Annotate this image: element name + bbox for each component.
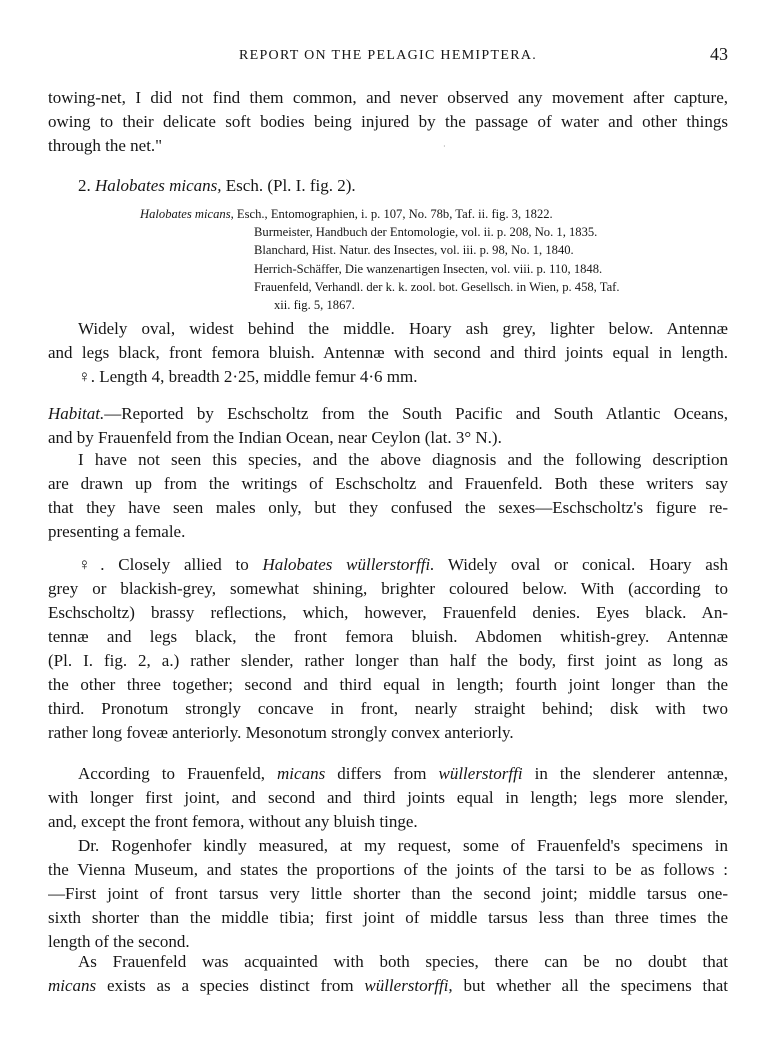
text-line [48,762,728,786]
text-line [48,402,728,426]
species-name: wüllerstorffi, [364,976,453,995]
text-run: differs from [325,764,439,783]
text-line: I have not seen this species, and the above diagnosis and the following description [78,450,728,469]
synonym-name: Halobates micans, [140,207,234,221]
text-line: (Pl. I. fig. 2, a.) rather slender, rather longer than half the body, first joint as long as [48,651,728,670]
species-number: 2. [78,176,91,195]
synonymy-line: Blanchard, Hist. Natur. des Insectes, vol. iii. p. 98, No. 1, 1840. [254,243,574,258]
running-title: REPORT ON THE PELAGIC HEMIPTERA. [238,48,538,63]
species-heading [48,174,728,198]
text-line: sixth shorter than the middle tibia; first joint of middle tarsus less than three times the [48,908,728,927]
paragraph-rogenhofer [48,834,728,954]
text-line [48,553,728,577]
species-heading-line [48,174,728,198]
female-measurements: ♀. Length 4, breadth 2·25, middle femur 4·6 mm. [78,367,418,386]
diagnosis [48,317,728,389]
text-run: According to Frauenfeld, [78,764,278,783]
text-line: —First joint of front tarsus very little shorter than the second joint; middle tarsus one- [48,884,728,903]
habitat [48,402,728,450]
text-line: the Vienna Museum, and states the proportions of the joints of the tarsi to be as follows : [48,860,728,879]
text-line: with longer first joint, and second and third joints equal in length; legs more slender, [48,788,728,807]
text-line: length of the second. [48,932,190,951]
species-name: Halobates micans, [95,176,222,195]
synonym-reference: Esch., Entomographien, i. p. 107, No. 78b, Taf. ii. fig. 3, 1822. [233,207,553,221]
text-line: towing-net, I did not find them common, and never observed any movement after capture, [48,88,728,107]
text-line: rather long foveæ anteriorly. Mesonotum strongly convex anteriorly. [48,723,514,742]
text-line: are drawn up from the writings of Eschscholtz and Frauenfeld. Both these writers say [48,474,728,493]
synonymy-line: Herrich-Schäffer, Die wanzenartigen Insecten, vol. viii. p. 110, 1848. [254,261,603,276]
habitat-label: Habitat. [48,404,105,423]
text-run: but whether all the specimens that [452,976,728,995]
synonymy-list [140,205,728,314]
text-line: tennæ and legs black, the front femora bluish. Abdomen whitish-grey. Antennæ [48,627,728,646]
paragraph-final [48,950,728,998]
paragraph-opening [48,86,728,158]
synonymy-line: Frauenfeld, Verhandl. der k. k. zool. bot. Gesellsch. in Wien, p. 458, Taf. [254,279,620,294]
speck: · [443,142,446,151]
text-line: the other three together; second and third equal in length; fourth joint longer than the [48,675,728,694]
text-line: and by Frauenfeld from the Indian Ocean, near Ceylon (lat. 3° N.). [48,428,502,447]
text-line: through the net." [48,136,163,155]
species-name: micans [48,976,97,995]
text-line: and legs black, front femora bluish. Antennæ with second and third joints equal in length. [48,343,728,362]
description [48,553,728,745]
habitat-text: —Reported by Eschscholtz from the South Pacific and South Atlantic Oceans, [104,404,728,423]
paragraph-frauenfeld [48,762,728,834]
synonymy-line [140,205,728,223]
text-line: Widely oval, widest behind the middle. Hoary ash grey, lighter below. Antennæ [78,319,728,338]
text-line: presenting a female. [48,522,186,541]
synonymy-line: xii. fig. 5, 1867. [274,297,355,312]
paragraph-not-seen [48,448,728,544]
species-reference: Esch. (Pl. I. fig. 2). [221,176,356,195]
synonymy-line: Burmeister, Handbuch der Entomologie, vol. ii. p. 208, No. 1, 1835. [254,225,598,240]
text-line: that they have seen males only, but they confused the sexes—Eschscholtz's figure re- [48,498,728,517]
text-run: ♀. Closely allied to [78,555,263,574]
page-header [48,44,728,68]
species-name: micans [277,764,326,783]
text-line: grey or blackish-grey, somewhat shining, brighter coloured below. With (according to [48,579,728,598]
text-run: Widely oval or conical. Hoary ash [434,555,728,574]
page-number: 43 [710,44,728,64]
text-line: and, except the front femora, without any bluish tinge. [48,812,418,831]
species-name: Halobates wüllerstorffi. [262,555,435,574]
text-run: exists as a species distinct from [96,976,365,995]
text-run: in the slenderer antennæ, [522,764,728,783]
text-line: As Frauenfeld was acquainted with both species, there can be no doubt that [78,952,728,971]
species-name: wüllerstorffi [438,764,523,783]
text-line: Eschscholtz) brassy reflections, which, however, Frauenfeld denies. Eyes black. An- [48,603,728,622]
text-line: third. Pronotum strongly concave in front, nearly straight behind; disk with two [48,699,728,718]
text-line: owing to their delicate soft bodies being injured by the passage of water and other things [48,112,728,131]
text-line [48,974,728,998]
text-line: Dr. Rogenhofer kindly measured, at my request, some of Frauenfeld's specimens in [78,836,728,855]
